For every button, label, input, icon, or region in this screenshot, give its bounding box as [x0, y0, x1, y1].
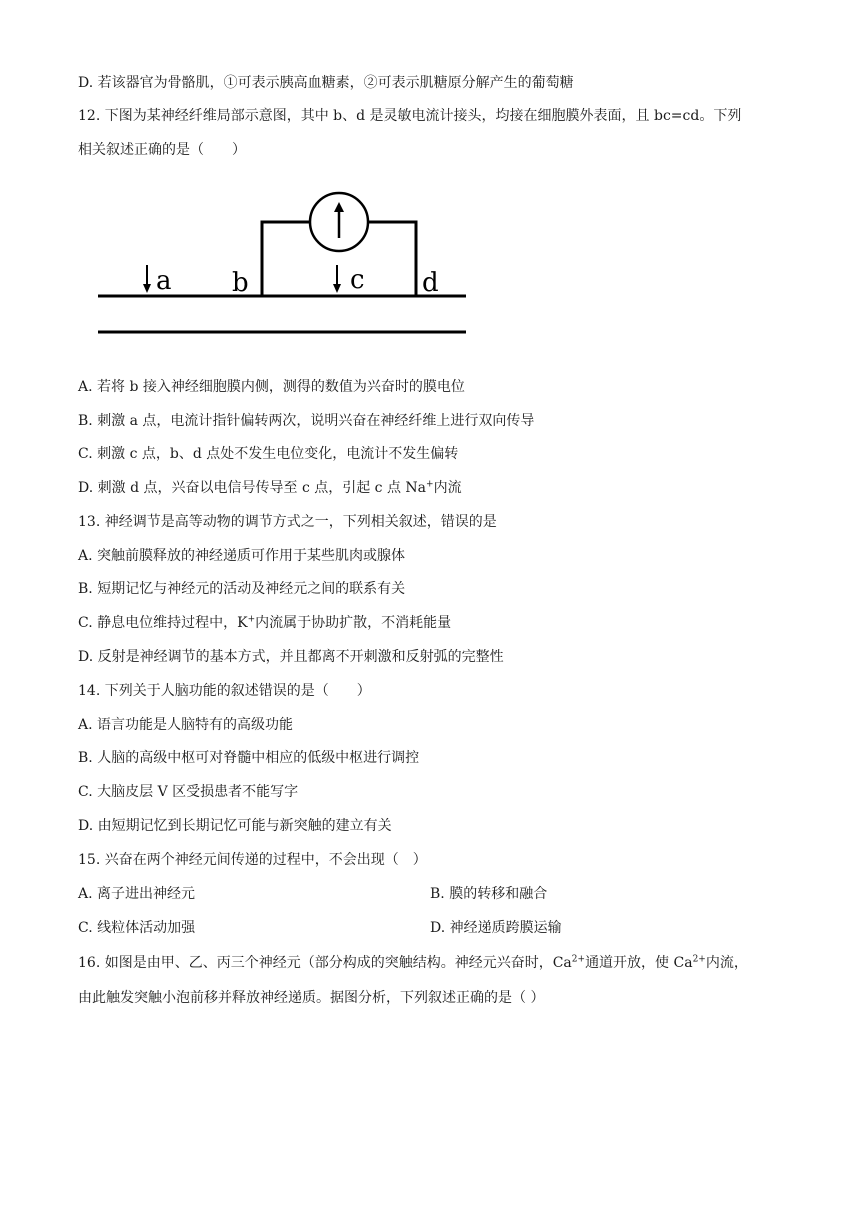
nerve-fiber-diagram: [90, 185, 480, 350]
q12-option-d: D. 刺激 d 点，兴奋以电信号传导至 c 点，引起 c 点 Na+内流: [78, 479, 462, 496]
q13-option-b: B. 短期记忆与神经元的活动及神经元之间的联系有关: [78, 581, 406, 597]
q15-option-a: A. 离子进出神经元: [78, 886, 196, 902]
label-a: a: [156, 266, 172, 296]
q15-option-d: D. 神经递质跨膜运输: [430, 920, 562, 936]
stimulus-arrowhead-c: [333, 284, 341, 293]
label-c: c: [350, 265, 365, 295]
q15-option-c: C. 线粒体活动加强: [78, 920, 196, 936]
q16-stem-line-1: 16. 如图是由甲、乙、丙三个神经元（部分构成的突触结构。神经元兴奋时，$Ca^{2+}$通道开放，使 $Ca^{2+}$内流，: [78, 954, 748, 971]
q16-stem-line-2: 由此触发突触小泡前移并释放神经递质。据图分析，下列叙述正确的是（ ）: [78, 990, 545, 1006]
stimulus-arrowhead-a: [143, 284, 151, 293]
q14-option-a: A. 语言功能是人脑特有的高级功能: [78, 717, 294, 733]
q15-stem: 15. 兴奋在两个神经元间传递的过程中，不会出现（ ）: [78, 852, 427, 868]
q12-stem-line-2: 相关叙述正确的是（ ）: [78, 142, 246, 158]
q14-option-b: B. 人脑的高级中枢可对脊髓中相应的低级中枢进行调控: [78, 750, 420, 766]
q13-stem: 13. 神经调节是高等动物的调节方式之一，下列相关叙述，错误的是: [78, 514, 497, 530]
q13-option-d: D. 反射是神经调节的基本方式，并且都离不开刺激和反射弧的完整性: [78, 649, 504, 665]
q12-option-b: B. 刺激 a 点，电流计指针偏转两次，说明兴奋在神经纤维上进行双向传导: [78, 413, 535, 429]
q13-option-c: C. 静息电位维持过程中，K+内流属于协助扩散，不消耗能量: [78, 614, 452, 631]
q12-option-a: A. 若将 b 接入神经细胞膜内侧，测得的数值为兴奋时的膜电位: [78, 379, 465, 395]
q14-option-d: D. 由短期记忆到长期记忆可能与新突触的建立有关: [78, 818, 392, 834]
label-d: d: [422, 268, 439, 298]
q12-stem-line-1: 12. 下图为某神经纤维局部示意图，其中 b、d 是灵敏电流计接头，均接在细胞膜外表面，且 bc=cd。下列: [78, 108, 742, 124]
q13-option-a: A. 突触前膜释放的神经递质可作用于某些肌肉或腺体: [78, 548, 406, 564]
q15-option-b: B. 膜的转移和融合: [430, 886, 548, 902]
label-b: b: [232, 268, 249, 298]
wire-b: [262, 222, 309, 296]
q12-option-c: C. 刺激 c 点，b、d 点处不发生电位变化，电流计不发生偏转: [78, 446, 459, 462]
wire-d: [369, 222, 416, 296]
q14-option-c: C. 大脑皮层 V 区受损患者不能写字: [78, 784, 299, 800]
q11-option-d: D. 若该器官为骨骼肌，①可表示胰高血糖素，②可表示肌糖原分解产生的葡萄糖: [78, 75, 574, 91]
q14-stem: 14. 下列关于人脑功能的叙述错误的是（ ）: [78, 683, 371, 699]
